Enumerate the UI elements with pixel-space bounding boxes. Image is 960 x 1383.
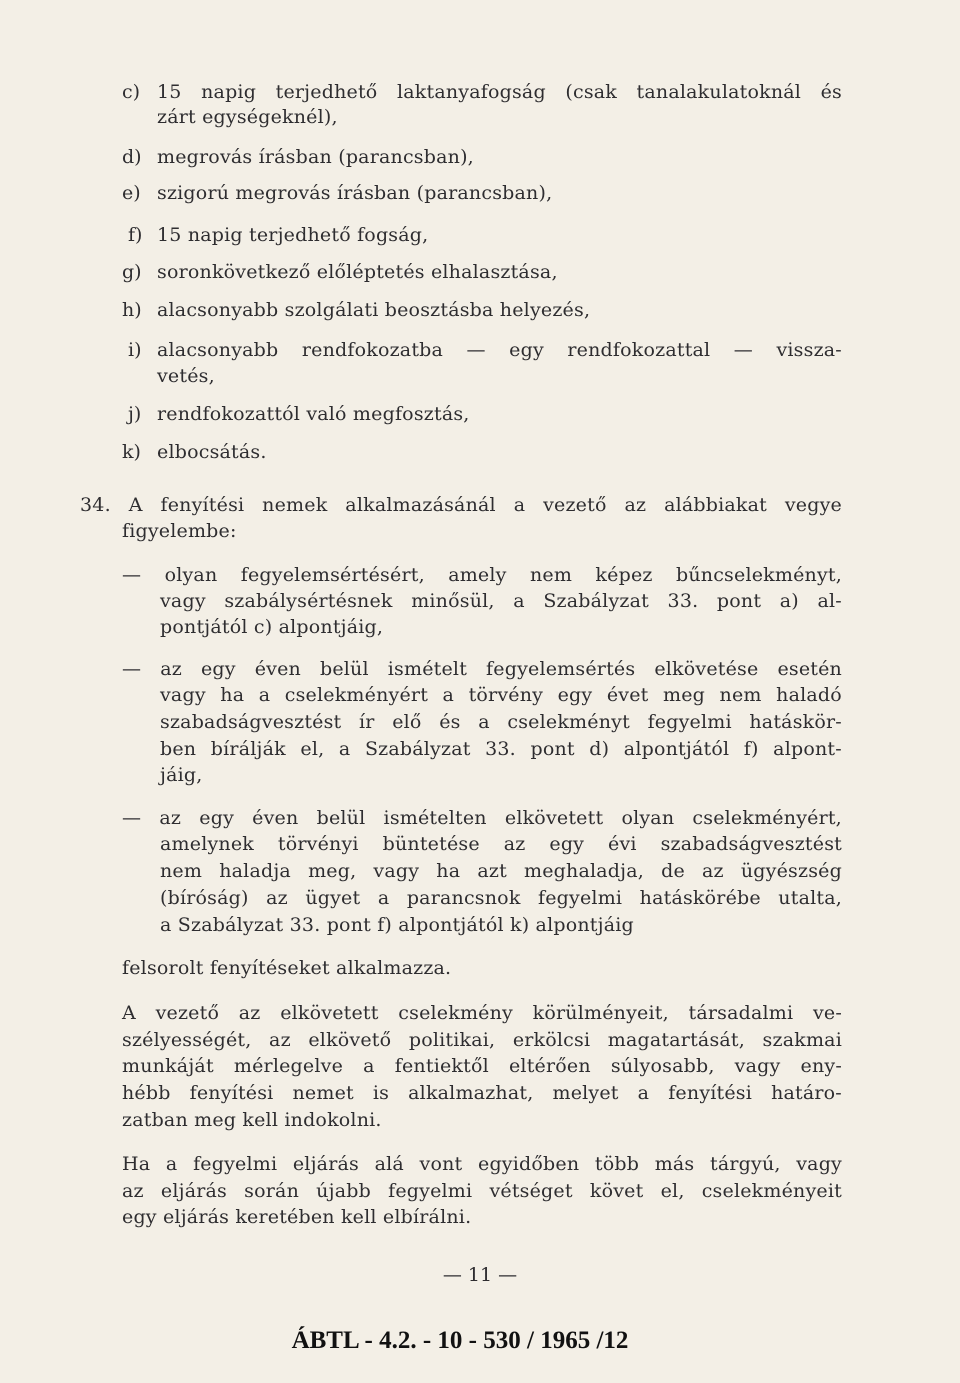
dash-item-line: vagy szabálysértésnek minősül, a Szabályzat 33. pont a) al-	[160, 590, 842, 612]
paragraph-line: A vezető az elkövetett cselekmény körülményeit, társadalmi ve-	[122, 1002, 842, 1024]
dash-item-line: pontjától c) alpontjáig,	[160, 616, 384, 638]
list-item-line: megrovás írásban (parancsban),	[157, 146, 474, 168]
section-intro-line: figyelembe:	[122, 520, 237, 542]
section-intro-line: 34. A fenyítési nemek alkalmazásánál a vezető az alábbiakat vegye	[80, 494, 842, 516]
list-item-line: alacsonyabb szolgálati beosztásba helyezés,	[157, 299, 591, 321]
dash-item-line: ben bírálják el, a Szabályzat 33. pont d) alpontjától f) alpont-	[160, 738, 842, 760]
list-item-line: alacsonyabb rendfokozatba — egy rendfokozattal — vissza-	[157, 339, 842, 361]
dash-item-line: jáig,	[160, 764, 203, 786]
list-item-label: i)	[128, 339, 142, 361]
dash-item-line: nem haladja meg, vagy ha azt meghaladja, de az ügyészség	[160, 860, 842, 882]
list-item-label: j)	[128, 403, 142, 425]
list-item-label: c)	[122, 81, 141, 103]
list-item-label: f)	[128, 224, 143, 246]
list-item-label: d)	[122, 146, 142, 168]
paragraph-line: egy eljárás keretében kell elbírálni.	[122, 1206, 472, 1228]
list-item-label: k)	[122, 441, 141, 463]
dash-item-line: — az egy éven belül ismételten elkövetett olyan cselekményért,	[122, 807, 842, 829]
list-item-line: elbocsátás.	[157, 441, 267, 463]
list-item-label: e)	[122, 182, 141, 204]
list-item-line: vetés,	[157, 365, 215, 387]
list-item-line: soronkövetkező előléptetés elhalasztása,	[157, 261, 558, 283]
dash-item-line: — az egy éven belül ismételt fegyelemsértés elkövetése esetén	[122, 658, 842, 680]
list-item-line: 15 napig terjedhető fogság,	[157, 224, 429, 246]
paragraph-line: munkáját mérlegelve a fentiektől eltérően súlyosabb, vagy eny-	[122, 1055, 842, 1077]
dash-item-line: — olyan fegyelemsértésért, amely nem képez bűncselekményt,	[122, 564, 842, 586]
list-item-label: h)	[122, 299, 142, 321]
list-item-label: g)	[122, 261, 142, 283]
archive-reference: ÁBTL - 4.2. - 10 - 530 / 1965 /12	[291, 1327, 629, 1354]
dash-item-line: amelynek törvényi büntetése az egy évi szabadságvesztést	[160, 833, 842, 855]
paragraph-line: Ha a fegyelmi eljárás alá vont egyidőben több más tárgyú, vagy	[122, 1153, 842, 1175]
list-item-line: zárt egységeknél),	[157, 106, 338, 128]
page-number: — 11 —	[442, 1264, 518, 1286]
dash-item-line: a Szabályzat 33. pont f) alpontjától k) alpontjáig	[160, 914, 634, 936]
dash-item-line: szabadságvesztést ír elő és a cselekményt fegyelmi hatáskör-	[160, 711, 842, 733]
paragraph-line: hébb fenyítési nemet is alkalmazhat, melyet a fenyítési határo-	[122, 1082, 842, 1104]
paragraph-line: az eljárás során újabb fegyelmi vétséget követ el, cselekményeit	[122, 1180, 842, 1202]
paragraph-line: zatban meg kell indokolni.	[122, 1109, 382, 1131]
dash-item-line: vagy ha a cselekményért a törvény egy évet meg nem haladó	[160, 684, 842, 706]
dash-item-line: (bíróság) az ügyet a parancsnok fegyelmi hatáskörébe utalta,	[160, 887, 842, 909]
section-closing: felsorolt fenyítéseket alkalmazza.	[122, 957, 452, 979]
list-item-line: rendfokozattól való megfosztás,	[157, 403, 470, 425]
paragraph-line: szélyességét, az elkövető politikai, erkölcsi magatartását, szakmai	[122, 1029, 842, 1051]
list-item-line: szigorú megrovás írásban (parancsban),	[157, 182, 553, 204]
list-item-line: 15 napig terjedhető laktanyafogság (csak tanalakulatoknál és	[157, 81, 842, 103]
